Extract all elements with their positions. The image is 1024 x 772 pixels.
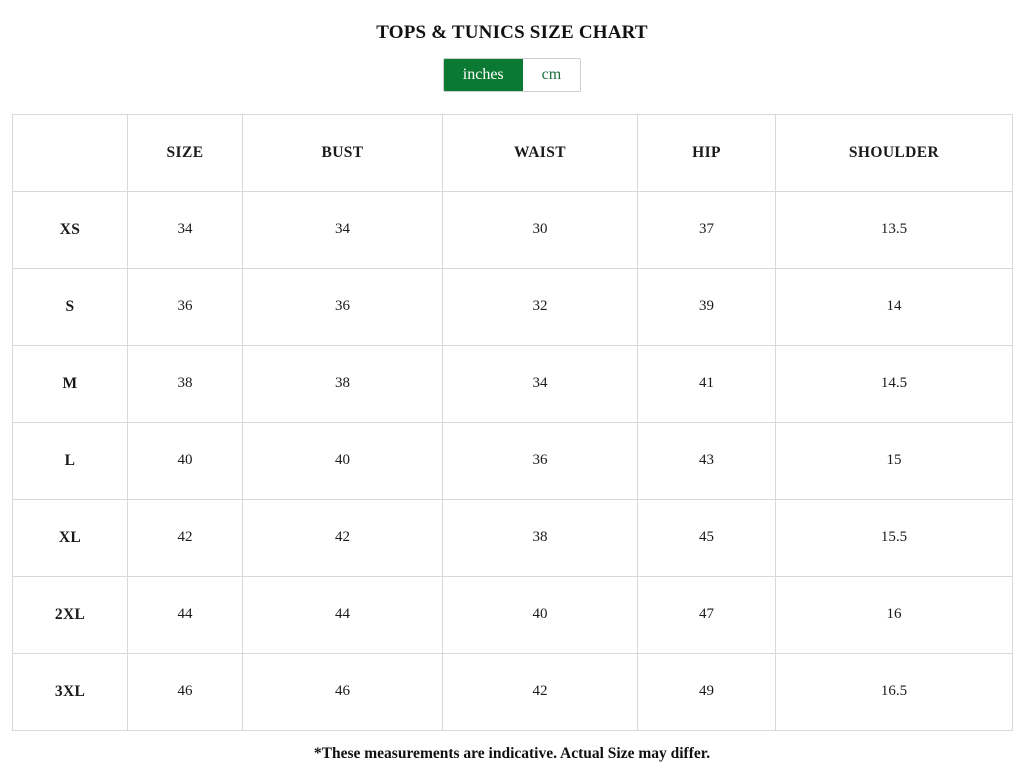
cell-3xl-hip: 49	[638, 653, 776, 730]
unit-toggle-group	[443, 58, 581, 92]
cell-3xl-bust: 46	[243, 653, 443, 730]
row-label-2xl: 2XL	[13, 576, 128, 653]
cell-2xl-hip: 47	[638, 576, 776, 653]
cell-2xl-size: 44	[128, 576, 243, 653]
table-row	[13, 653, 1013, 730]
cell-l-size: 40	[128, 422, 243, 499]
size-table-wrapper	[12, 114, 1012, 731]
cell-m-bust: 38	[243, 345, 443, 422]
cell-3xl-waist: 42	[443, 653, 638, 730]
table-row	[13, 422, 1013, 499]
cell-xs-waist: 30	[443, 191, 638, 268]
cell-l-waist: 36	[443, 422, 638, 499]
column-header-size: SIZE	[128, 114, 243, 191]
table-row	[13, 191, 1013, 268]
size-table-body	[13, 191, 1013, 730]
cell-m-waist: 34	[443, 345, 638, 422]
cell-xl-waist: 38	[443, 499, 638, 576]
column-header-bust: BUST	[243, 114, 443, 191]
cell-3xl-size: 46	[128, 653, 243, 730]
row-label-s: S	[13, 268, 128, 345]
cell-2xl-bust: 44	[243, 576, 443, 653]
cell-l-shoulder: 15	[776, 422, 1013, 499]
cell-2xl-waist: 40	[443, 576, 638, 653]
row-label-xl: XL	[13, 499, 128, 576]
row-label-l: L	[13, 422, 128, 499]
size-table	[12, 114, 1013, 731]
cell-xl-hip: 45	[638, 499, 776, 576]
cell-xs-size: 34	[128, 191, 243, 268]
size-chart-page	[0, 22, 1024, 772]
row-label-xs: XS	[13, 191, 128, 268]
cell-xl-size: 42	[128, 499, 243, 576]
cell-2xl-shoulder: 16	[776, 576, 1013, 653]
row-label-3xl: 3XL	[13, 653, 128, 730]
cell-l-bust: 40	[243, 422, 443, 499]
cell-xl-shoulder: 15.5	[776, 499, 1013, 576]
cell-xs-bust: 34	[243, 191, 443, 268]
cell-s-waist: 32	[443, 268, 638, 345]
table-row	[13, 345, 1013, 422]
row-label-m: M	[13, 345, 128, 422]
cell-m-hip: 41	[638, 345, 776, 422]
column-header-waist: WAIST	[443, 114, 638, 191]
cell-3xl-shoulder: 16.5	[776, 653, 1013, 730]
cell-s-hip: 39	[638, 268, 776, 345]
table-row	[13, 576, 1013, 653]
size-table-head	[13, 114, 1013, 191]
page-title: TOPS & TUNICS SIZE CHART	[376, 22, 648, 43]
column-header-blank	[13, 114, 128, 191]
unit-option-cm[interactable]: cm	[523, 59, 581, 91]
cell-xs-shoulder: 13.5	[776, 191, 1013, 268]
unit-option-inches[interactable]: inches	[444, 59, 523, 91]
table-row	[13, 499, 1013, 576]
cell-s-size: 36	[128, 268, 243, 345]
cell-s-bust: 36	[243, 268, 443, 345]
cell-s-shoulder: 14	[776, 268, 1013, 345]
measurement-footnote: *These measurements are indicative. Actual Size may differ.	[313, 744, 711, 762]
cell-m-size: 38	[128, 345, 243, 422]
column-header-shoulder: SHOULDER	[776, 114, 1013, 191]
cell-m-shoulder: 14.5	[776, 345, 1013, 422]
cell-xl-bust: 42	[243, 499, 443, 576]
cell-l-hip: 43	[638, 422, 776, 499]
table-header-row	[13, 114, 1013, 191]
column-header-hip: HIP	[638, 114, 776, 191]
table-row	[13, 268, 1013, 345]
unit-toggle	[0, 58, 1024, 92]
cell-xs-hip: 37	[638, 191, 776, 268]
